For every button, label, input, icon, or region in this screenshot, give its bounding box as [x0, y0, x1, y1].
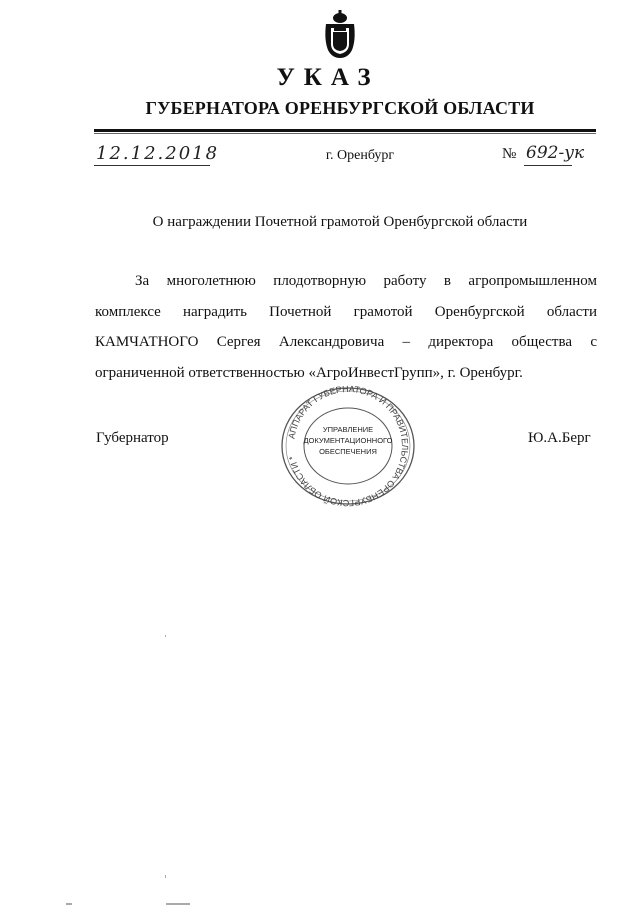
document-city: г. Оренбург: [325, 148, 395, 163]
signatory-position: Губернатор: [96, 430, 169, 446]
number-label: №: [502, 146, 517, 162]
coat-of-arms-icon: [322, 10, 358, 60]
document-body: [95, 266, 597, 388]
stamp-ring-text: АППАРАТ ГУБЕРНАТОРА И ПРАВИТЕЛЬСТВА ОРЕНБУРГСКОЙ ОБЛАСТИ *: [286, 384, 411, 508]
document-date: 12.12.2018: [96, 143, 220, 164]
stamp-center-text: [278, 424, 418, 457]
scan-artifact: [165, 635, 166, 637]
document-heading: О награждении Почетной грамотой Оренбургской области: [152, 214, 528, 230]
stamp-line: УПРАВЛЕНИЕ: [322, 425, 374, 434]
document-type-title: УКАЗ: [276, 64, 380, 91]
header-divider-thin: [94, 133, 596, 134]
issuer-title: ГУБЕРНАТОРА ОРЕНБУРГСКОЙ ОБЛАСТИ: [145, 98, 535, 118]
document-number: 692-ук: [526, 143, 585, 163]
header-divider: [94, 129, 596, 132]
stamp-line: ДОКУМЕНТАЦИОННОГО: [303, 436, 393, 445]
date-underline: [94, 165, 210, 166]
signatory-name: Ю.А.Берг: [528, 430, 591, 446]
body-paragraph: За многолетнюю плодотворную работу в агропромышленном комплексе наградить Почетной грамотой Оренбургской области КАМЧАТНОГО Сергея Александровича – директора общества с ограниченной ответственностью «АгроИнвестГрупп», г. Оренбург.: [95, 273, 597, 381]
stamp-line: ОБЕСПЕЧЕНИЯ: [319, 447, 377, 456]
scan-artifact: [165, 875, 166, 878]
number-underline: [524, 165, 572, 166]
